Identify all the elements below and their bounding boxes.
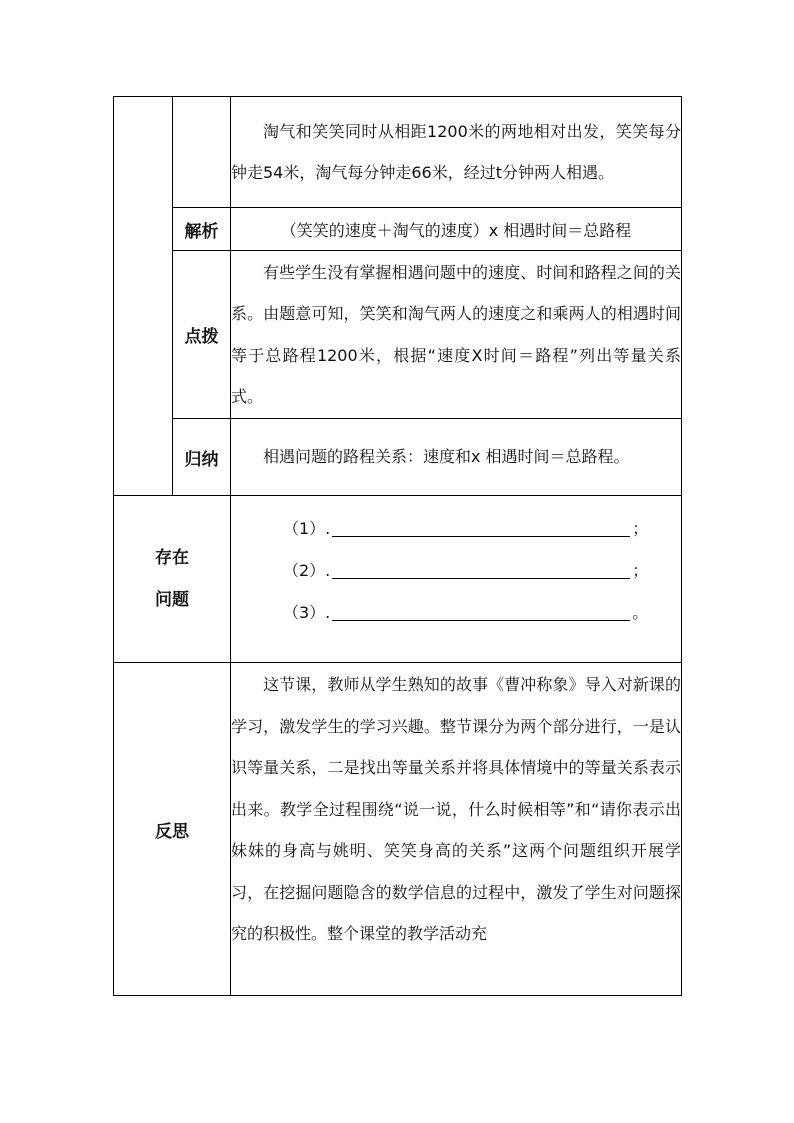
jiexi-text: （笑笑的速度＋淘气的速度）x 相遇时间＝总路程 <box>231 208 682 251</box>
guina-row <box>114 419 682 496</box>
dianbo-row <box>114 251 682 419</box>
jiexi-row <box>114 208 682 251</box>
reflection-cell <box>231 663 682 996</box>
empty-label-cell <box>173 97 231 208</box>
problems-row <box>114 496 682 663</box>
problem-item-2 <box>283 548 681 590</box>
answer-blank[interactable] <box>332 518 630 537</box>
guina-text: 相遇问题的路程关系：速度和x 相遇时间＝总路程。 <box>263 447 630 467</box>
problem-number: （3）. <box>283 602 331 622</box>
problem-number: （1）. <box>283 518 331 538</box>
dianbo-label: 点拨 <box>173 251 231 419</box>
guina-label: 归纳 <box>173 419 231 496</box>
problems-label <box>114 496 231 663</box>
dianbo-cell <box>231 251 682 419</box>
answer-blank[interactable] <box>332 602 630 621</box>
problem-number: （2）. <box>283 560 331 580</box>
problems-label-line1: 存在 <box>155 548 189 568</box>
lesson-table <box>113 96 682 996</box>
intro-row <box>114 97 682 208</box>
intro-cell <box>231 97 682 208</box>
left-merged-cell <box>114 97 173 496</box>
problems-label-line2: 问题 <box>155 590 189 610</box>
problem-end-mark: ； <box>632 560 649 580</box>
answer-blank[interactable] <box>332 560 630 579</box>
problem-item-1 <box>283 506 681 548</box>
reflection-row <box>114 663 682 996</box>
problems-list <box>231 496 681 632</box>
reflection-label: 反思 <box>114 663 231 996</box>
problems-cell <box>231 496 682 663</box>
reflection-text: 这节课，教师从学生熟知的故事《曹冲称象》导入对新课的学习，激发学生的学习兴趣。整节课分为两个部分进行，一是认识等量关系，二是找出等量关系并将具体情境中的等量关系表示出来。教学全过程围绕“说一说，什么时候相等”和“请你表示出妹妹的身高与姚明、笑笑身高的关系”这两个问题组织开展学习，在挖掘问题隐含的数学信息的过程中，激发了学生对问题探究的积极性。整个课堂的教学活动充 <box>231 675 681 943</box>
guina-cell <box>231 419 682 496</box>
dianbo-text: 有些学生没有掌握相遇问题中的速度、时间和路程之间的关系。由题意可知，笑笑和淘气两人的速度之和乘两人的相遇时间等于总路程1200米，根据“速度X时间＝路程”列出等量关系式。 <box>231 262 681 406</box>
problem-end-mark: 。 <box>632 602 649 622</box>
jiexi-label: 解析 <box>173 208 231 251</box>
problem-item-3 <box>283 590 681 632</box>
problem-end-mark: ； <box>632 518 649 538</box>
intro-text: 淘气和笑笑同时从相距1200米的两地相对出发，笑笑每分钟走54米，淘气每分钟走66米，经过t分钟两人相遇。 <box>231 121 681 182</box>
